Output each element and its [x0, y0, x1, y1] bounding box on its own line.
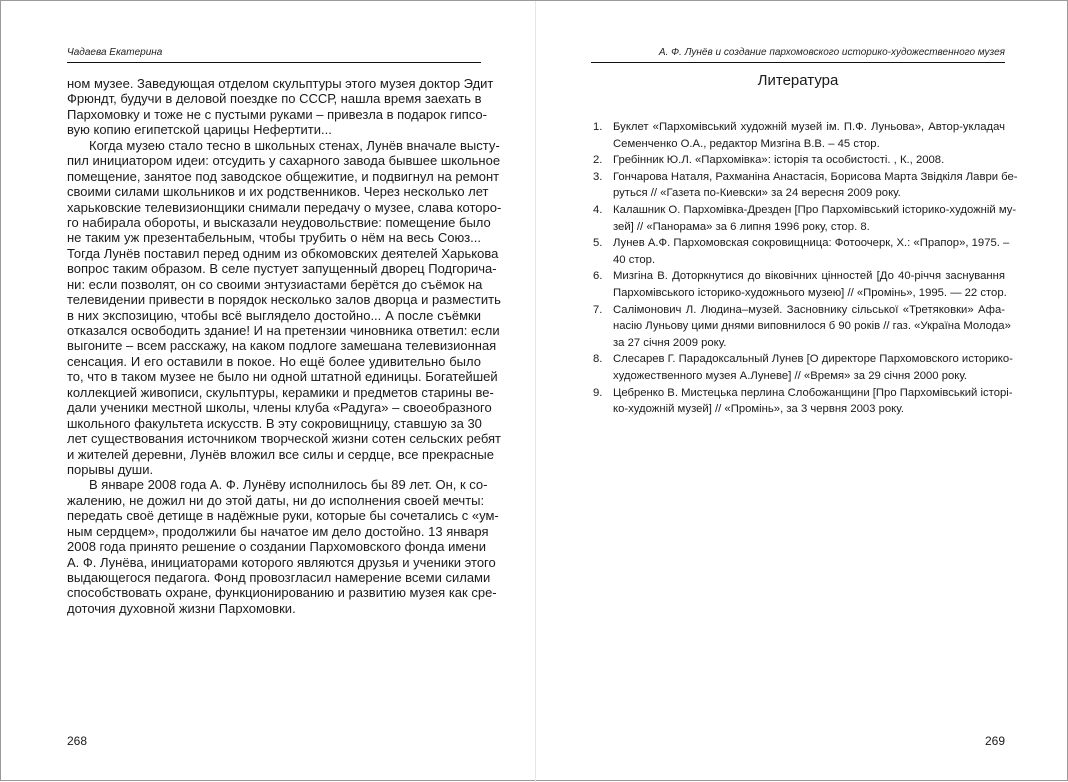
- item-number: 4.: [593, 203, 603, 216]
- body-text: [67, 76, 502, 616]
- bibliography-item: [591, 235, 1010, 268]
- text-line: способствовать охране, функционированию и развитию музея как сре-: [67, 585, 497, 601]
- item-number: 7.: [593, 303, 603, 316]
- text-line: и жителей деревни, Лунёв вложил все силы и сердце, все прекрасные: [67, 446, 494, 462]
- item-line: Лунев А.Ф. Пархомовская сокровищница: Фотоочерк, Х.: «Прапор», 1975. –: [613, 237, 1010, 250]
- paragraph: [67, 76, 494, 138]
- section-title: Литература: [757, 72, 839, 89]
- bibliography-item: [591, 385, 1013, 418]
- item-number: 9.: [593, 386, 603, 399]
- item-number: 6.: [593, 270, 603, 283]
- text-line: в них экспозицию, чтобы всё выглядело достойно... А после съёмки: [67, 307, 481, 323]
- running-head-right: А. Ф. Лунёв и создание пархомовского историко-художественного музея: [591, 47, 1005, 63]
- right-page: [591, 1, 1018, 782]
- item-number: 3.: [593, 170, 603, 183]
- item-line: Салімонович Л. Людина–музей. Засновнику сільської «Третяковки» Афа-: [613, 303, 1005, 316]
- text-line: дали ученики местной школы, члены клуба «Радуга» – своеобразного: [67, 400, 492, 416]
- text-line: жалению, не дожил ни до этой даты, ни до исполнения своей мечты:: [67, 492, 485, 508]
- bibliography-item: [591, 202, 1017, 235]
- text-line: доточия духовной жизни Пархомовки.: [67, 600, 296, 616]
- text-line: В январе 2008 года А. Ф. Лунёву исполнилось бы 89 лет. Он, к со-: [89, 477, 488, 493]
- text-line: пил инициатором идеи: отсудить у сахарного завода бывшее школьное: [67, 153, 501, 169]
- item-number: 8.: [593, 353, 603, 366]
- text-line: го набирала обороты, и высказали неудовольствие: помещение было: [67, 214, 491, 230]
- text-line: школьного факультета искусств. В эту сокровищницу, ставшую за 30: [67, 415, 482, 431]
- bibliography-item: [591, 351, 1013, 384]
- text-line: сенсация. И его оставили в покое. Но ещё более удивительно было: [67, 353, 481, 369]
- text-line: ном музее. Заведующая отделом скульптуры этого музея доктор Эдит: [67, 76, 494, 91]
- item-line: 40 стор.: [613, 253, 656, 266]
- text-line: то, что в таком музее не было ни одной штатной единицы. Богатейшей: [67, 369, 498, 385]
- item-line: зей] // «Панорама» за 6 липня 1996 року, стор. 8.: [613, 220, 870, 233]
- text-line: коллекцией живописи, скульптуры, керамики и предметов старины ве-: [67, 384, 494, 400]
- page-number-right: 269: [984, 734, 1005, 748]
- item-line: Слесарев Г. Парадоксальный Лунев [О директоре Пархомовского историко-: [613, 353, 1013, 366]
- item-line: Гончарова Наталя, Рахманіна Анастасія, Борисова Марта Звідкіля Лаври бе-: [613, 170, 1018, 183]
- text-line: выгоните – всем расскажу, на каком подлоге замешана телевизионная: [67, 338, 497, 354]
- paragraph: [67, 137, 502, 478]
- text-line: харьковские телевизионщики снимали передачу о музее, слава которо-: [67, 199, 502, 215]
- item-line: за 27 січня 2009 року.: [613, 336, 727, 349]
- running-head-left: Чадаева Екатерина: [67, 47, 481, 63]
- text-line: телевидении привести в порядок несколько залов дворца и разместить: [67, 292, 501, 308]
- item-line: Цебренко В. Мистецька перлина Слобожанщини [Про Пархомівський історі-: [613, 386, 1013, 399]
- item-line: художественного музея А.Луневе] // «Время» за 29 січня 2000 року.: [613, 369, 968, 382]
- text-line: А. Ф. Лунёва, инициаторами которого являются друзья и ученики этого: [67, 554, 496, 570]
- text-line: Когда музею стало тесно в школьных стенах, Лунёв вначале высту-: [89, 137, 500, 153]
- bibliography-item: [591, 302, 1011, 352]
- text-line: помещение, занятое под заводское общежитие, и подвигнул на ремонт: [67, 168, 500, 184]
- bibliography-item: [591, 268, 1005, 301]
- item-line: руться // «Газета по-Киевски» за 24 вересня 2009 року.: [613, 187, 901, 200]
- item-line: Калашник О. Пархомівка-Дрезден [Про Пархомівський історико-художній му-: [613, 203, 1017, 216]
- text-line: 2008 года принято решение о создании Пархомовского фонда имени: [67, 539, 486, 555]
- text-line: Фрюндт, будучи в деловой поездке по СССР, нашла время заехать в: [67, 91, 482, 107]
- item-line: Гребінник Ю.Л. «Пархомівка»: історія та особистості. , К., 2008.: [613, 154, 945, 167]
- text-line: Тогда Лунёв поставил перед одним из обкомовских деятелей Харькова: [67, 245, 499, 261]
- item-line: Пархомівського історико-художнього музею] // «Промінь», 1995. — 22 стор.: [613, 286, 1007, 299]
- item-line: Мизгіна В. Доторкнутися до віковічних цінностей [До 40-річчя заснування: [613, 270, 1005, 283]
- text-line: Пархомовку и тоже не с пустыми руками – привезла в подарок гипсо-: [67, 106, 487, 122]
- item-line: Буклет «Пархомівський художній музей ім. П.Ф. Луньова», Автор-укладач: [613, 121, 1005, 133]
- item-number: 1.: [593, 121, 603, 133]
- left-page: [67, 1, 502, 782]
- text-line: передать своё детище в надёжные руки, которые бы сочетались с «ум-: [67, 508, 499, 524]
- bibliography-item: [591, 119, 1005, 152]
- text-line: ным сердцем», продолжили бы начатое им дело достойно. 13 января: [67, 523, 489, 539]
- text-line: вопрос таким образом. В селе пустует запущенный дворец Подгорича-: [67, 261, 497, 277]
- item-line: насію Луньову цими днями виповнилося б 90 років // газ. «Україна Молода»: [613, 320, 1011, 333]
- paragraph: [67, 477, 499, 616]
- bibliography-list: [591, 119, 1018, 418]
- page-number-left: 268: [67, 734, 88, 748]
- item-line: Семенченко О.А., редактор Мизгіна В.В. – 45 стор.: [613, 137, 880, 150]
- text-line: не таким уж презентабельным, чтобы трубить о нём на весь Союз...: [67, 230, 481, 246]
- text-line: порывы души.: [67, 461, 154, 477]
- page-fold: [535, 1, 536, 782]
- text-line: вую копию египетской царицы Нефертити...: [67, 122, 332, 138]
- text-line: выдающегося педагога. Фонд провозгласил намерение всеми силами: [67, 570, 491, 585]
- text-line: своими силами школьников и их родственников. Через несколько лет: [67, 184, 489, 200]
- item-number: 2.: [593, 154, 603, 167]
- bibliography-item: [591, 169, 1018, 202]
- text-line: ни: если позволят, он со своими энтузиастами берётся до съёмок на: [67, 276, 483, 292]
- bibliography-item: [591, 152, 1005, 169]
- item-line: ко-художній музей] // «Промінь», за 3 червня 2003 року.: [613, 403, 904, 416]
- text-line: лет существования источником творческой жизни сотен сельских ребят: [67, 431, 502, 447]
- item-number: 5.: [593, 237, 603, 250]
- text-line: отказался освободить здание! И на претензии чиновника ответил: если: [67, 323, 500, 338]
